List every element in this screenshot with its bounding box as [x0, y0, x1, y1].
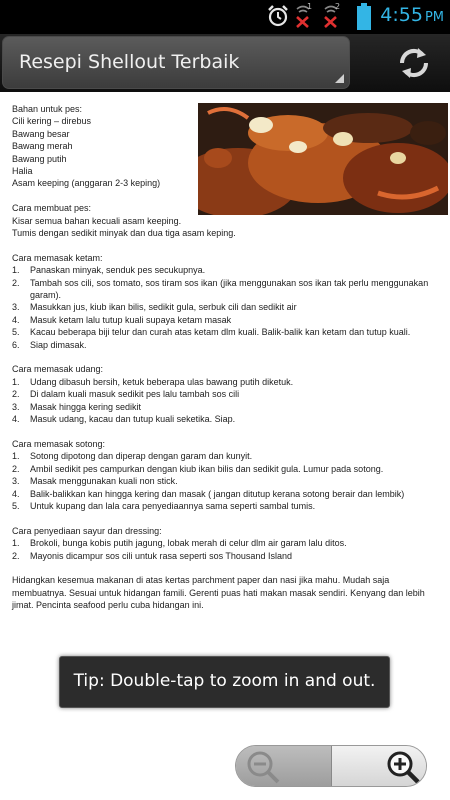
- step-item: 4. Masuk ketam lalu tutup kuali supaya ketam masak: [12, 314, 232, 325]
- step-item: 2. Di dalam kuali masuk sedikit pes lalu tambah sos cili: [12, 389, 240, 400]
- section-title: Cara penyediaan sayur dan dressing:: [12, 525, 162, 536]
- app-title: Resepi Shellout Terbaik: [19, 51, 240, 73]
- crab-section: [12, 252, 442, 351]
- closing-paragraph: Hidangkan kesemua makanan di atas kertas parchment paper dan nasi jika mahu. Mudah saja membuatnya. Sesuai untuk hidangan famili. Gerenti puas hati makan masak sendiri. Kenyang dan lebih jimat. Pencinta seafood perlu cuba hidangan ini.: [12, 575, 425, 611]
- step-item: 3. Masukkan jus, kiub ikan bilis, sedikit gula, serbuk cili dan sedikit air: [12, 302, 297, 313]
- step-item: 1. Brokoli, bunga kobis putih jagung, lobak merah di celur dlm air garam lalu ditos.: [12, 538, 347, 549]
- zoom-out-icon: [244, 747, 284, 787]
- recipe-article: [12, 103, 448, 624]
- dropdown-corner-icon: [335, 74, 344, 83]
- section-title: Cara memasak udang:: [12, 364, 104, 375]
- section-title: Cara membuat pes:: [12, 203, 92, 214]
- section-title: Cara memasak sotong:: [12, 438, 106, 449]
- step-item: 3. Masak menggunakan kuali non stick.: [12, 476, 178, 487]
- zoom-controls: [235, 745, 427, 787]
- step-item: 5. Kacau beberapa biji telur dan curah atas ketam dlm kuali. Balik-balik kan ketam dan tutup kuali.: [12, 327, 411, 338]
- clock-time: 4:55: [380, 4, 423, 26]
- step-item: 1. Panaskan minyak, senduk pes secukupnya.: [12, 265, 206, 276]
- ingredient-item: Asam keeping (anggaran 2-3 keping): [12, 178, 161, 189]
- zoom-out-button[interactable]: [236, 746, 331, 787]
- ingredient-item: Cili kering – direbus: [12, 116, 92, 127]
- squid-section: [12, 438, 442, 512]
- step-item: 5. Untuk kupang dan lala cara penyediaannya sama seperti sambal tumis.: [12, 500, 316, 511]
- vegetable-section: [12, 525, 442, 562]
- status-bar: [0, 0, 450, 34]
- refresh-icon[interactable]: [390, 44, 438, 82]
- section-title: Bahan untuk pes:: [12, 104, 83, 114]
- step-item: 4. Masuk udang, kacau dan tutup kuali seketika. Siap.: [12, 414, 236, 425]
- step-item: 2. Ambil sedikit pes campurkan dengan kiub ikan bilis dan sedikit gula. Lumur pada sotong.: [12, 463, 384, 474]
- step-item: 2. Mayonis dicampur sos cili untuk rasa seperti sos Thousand Island: [12, 550, 292, 561]
- status-clock: [380, 4, 444, 26]
- toast-text: Tip: Double-tap to zoom in and out.: [73, 671, 376, 691]
- step-item: 1. Sotong dipotong dan diperap dengan garam dan kunyit.: [12, 451, 253, 462]
- paste-line: Kisar semua bahan kecuali asam keeping.: [12, 215, 182, 226]
- clock-ampm: PM: [424, 10, 444, 25]
- title-dropdown[interactable]: [2, 36, 350, 89]
- step-item: 1. Udang dibasuh bersih, ketuk beberapa ulas bawang putih diketuk.: [12, 376, 294, 387]
- ingredient-item: Bawang putih: [12, 153, 67, 164]
- step-item: 6. Siap dimasak.: [12, 339, 87, 350]
- signal-1-label: 1: [307, 2, 313, 11]
- step-item: 3. Masak hingga kering sedikit: [12, 401, 142, 412]
- zoom-in-icon: [384, 747, 424, 787]
- zoom-tip-toast: [59, 656, 390, 708]
- ingredient-item: Bawang merah: [12, 141, 73, 152]
- zoom-in-button[interactable]: [332, 746, 427, 787]
- prawn-section: [12, 363, 442, 425]
- paste-line: Tumis dengan sedikit minyak dan dua tiga asam keping.: [12, 228, 236, 239]
- step-item: 2. Tambah sos cili, sos tomato, sos tiram sos ikan (jika menggunakan sos ikan tak perlu menggunakan garam).: [12, 277, 429, 301]
- ingredients-section: [12, 103, 192, 190]
- battery-icon: [356, 3, 372, 31]
- signal-2-label: 2: [335, 2, 341, 11]
- action-bar: [0, 34, 450, 92]
- section-title: Cara memasak ketam:: [12, 252, 103, 263]
- step-item: 4. Balik-balikkan kan hingga kering dan masak ( jangan ditutup kerana sotong berair dan lembik): [12, 488, 405, 499]
- ingredient-item: Bawang besar: [12, 128, 70, 139]
- alarm-icon: [266, 4, 290, 28]
- ingredient-item: Halia: [12, 166, 33, 177]
- paste-section: [12, 202, 442, 239]
